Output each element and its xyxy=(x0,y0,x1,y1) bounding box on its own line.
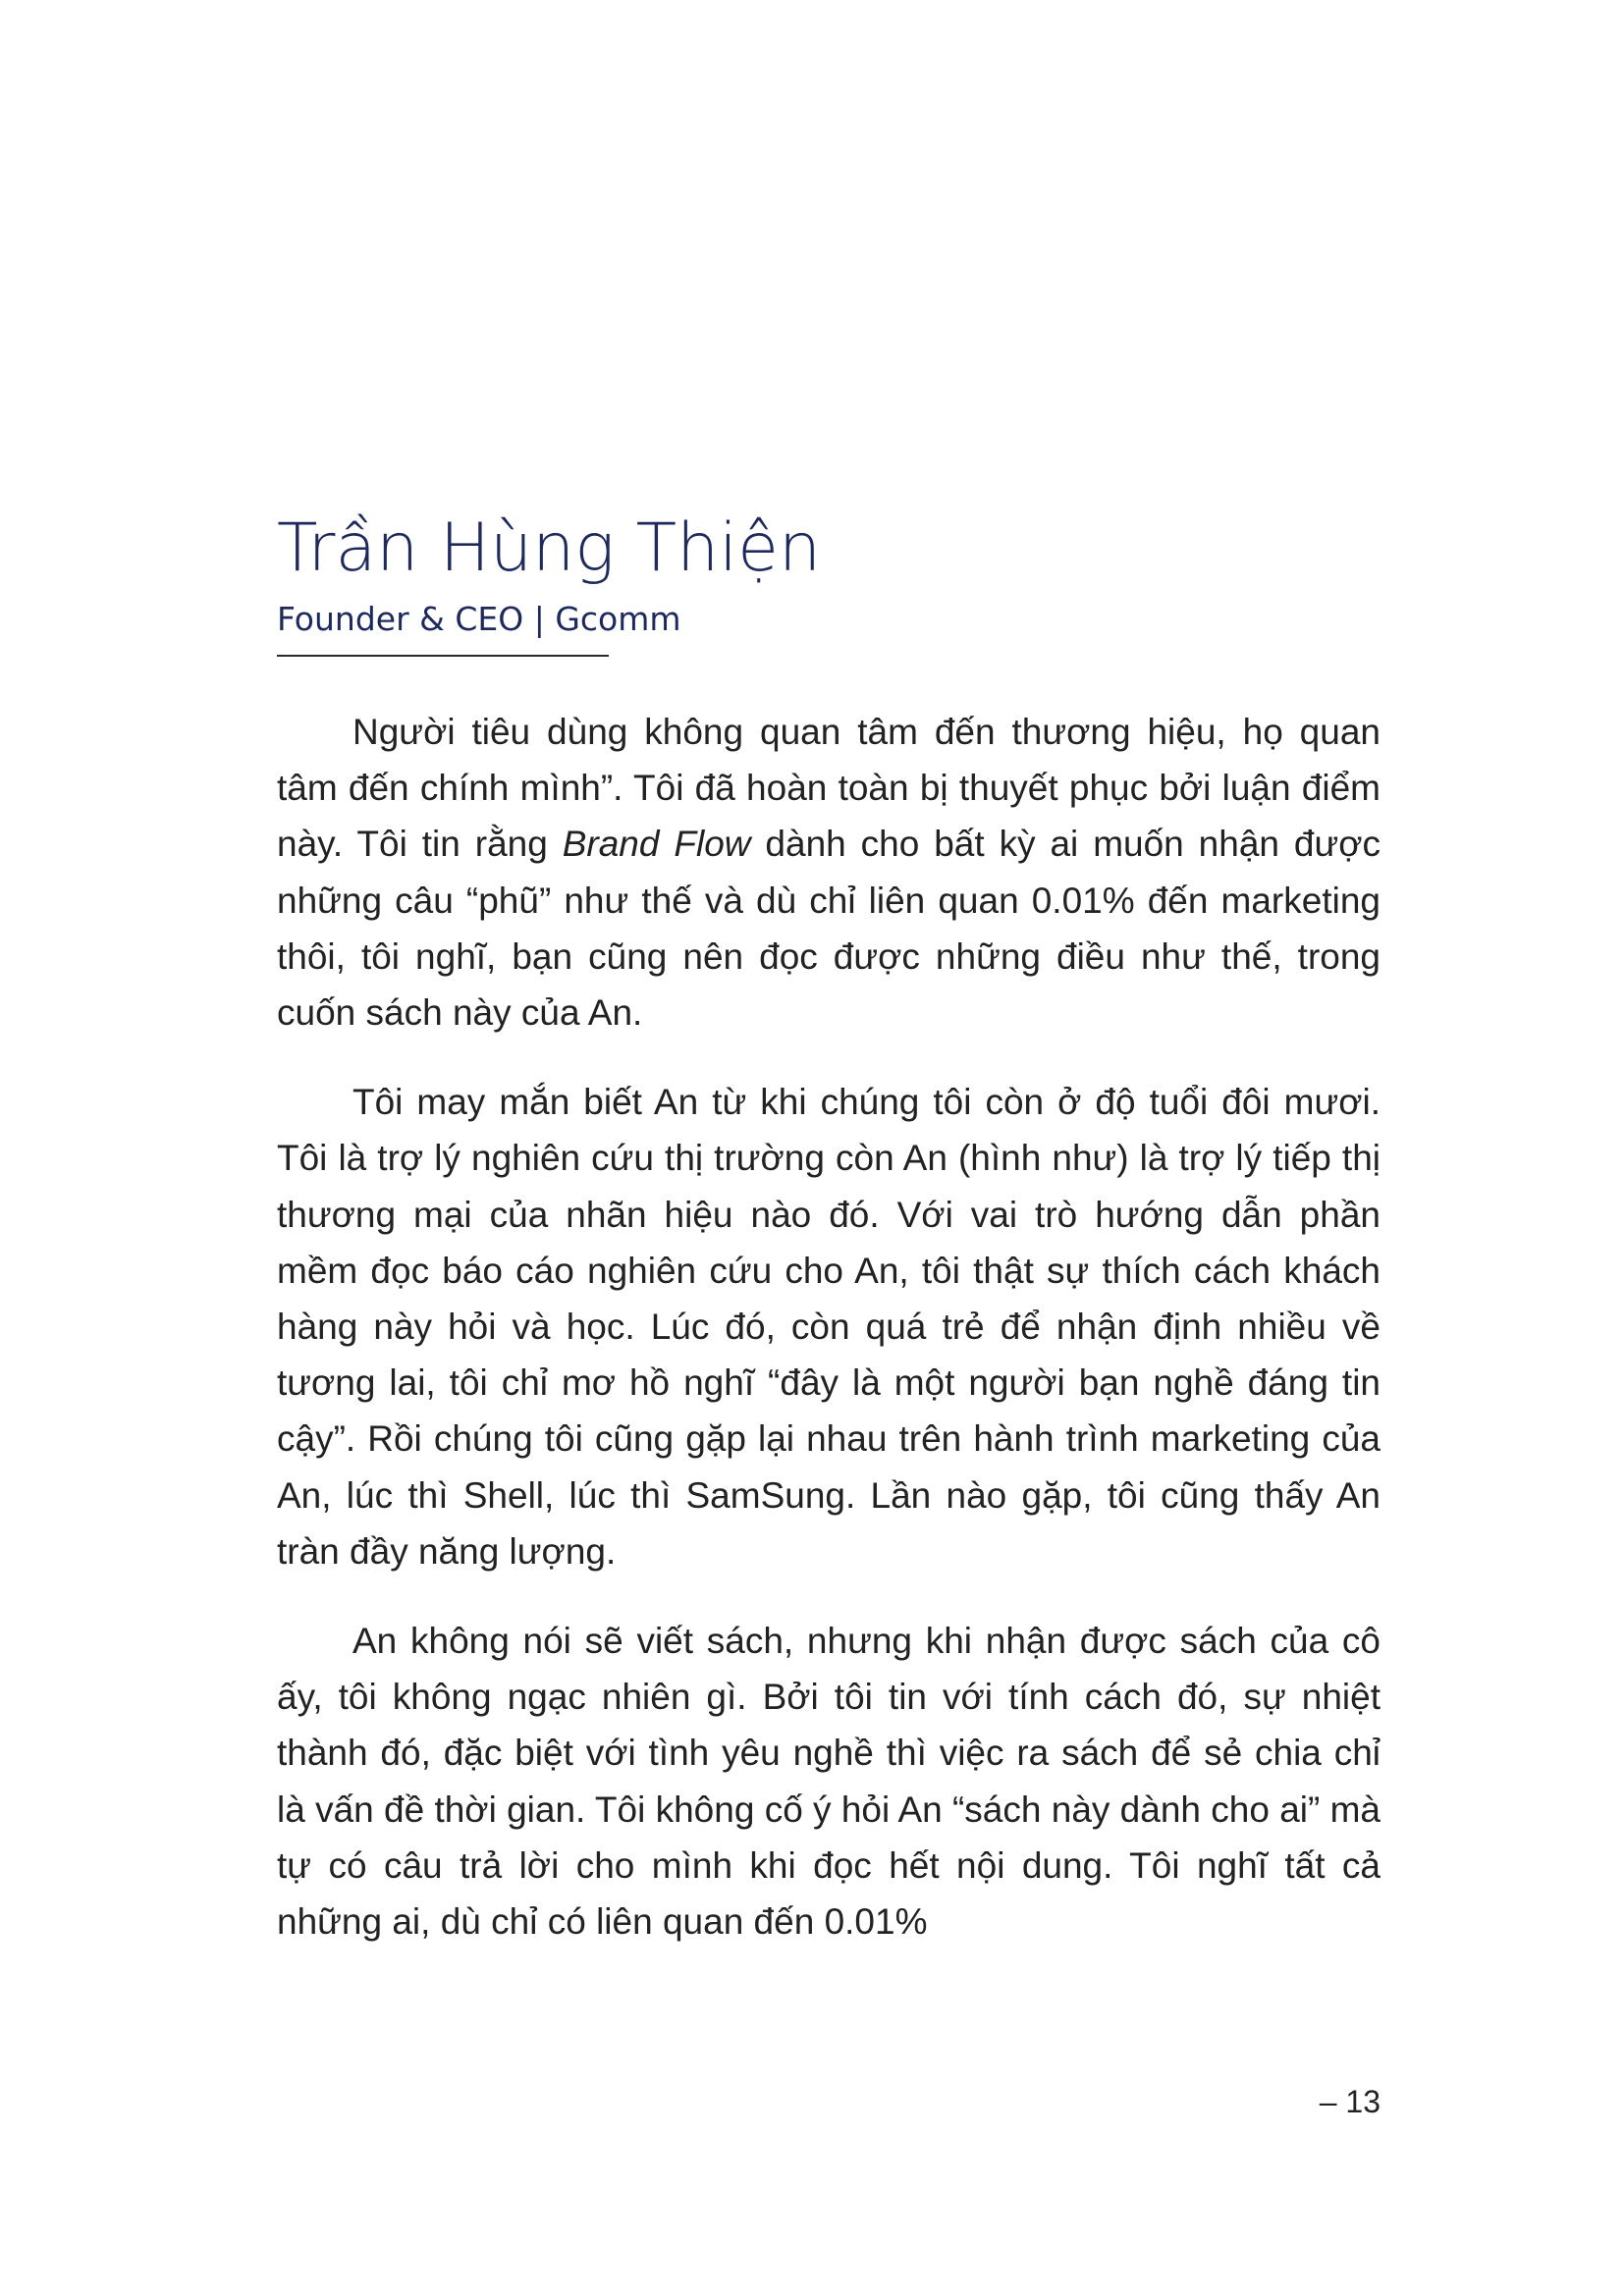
author-name: Trần Hùng Thiện xyxy=(277,509,822,587)
paragraph-1-after: dành cho bất kỳ ai muốn nhận được những câu “phũ” như thế và dù chỉ liên quan 0.01% đến marketing thôi, tôi nghĩ, bạn cũng nên đọc được những điều như thế, trong cuốn sách này của An. xyxy=(277,824,1380,1034)
body-text xyxy=(277,704,1380,1949)
author-role: Founder & CEO | Gcomm xyxy=(277,600,681,638)
paragraph-1 xyxy=(277,704,1380,1041)
paragraph-3: An không nói sẽ viết sách, nhưng khi nhận được sách của cô ấy, tôi không ngạc nhiên gì. Bởi tôi tin với tính cách đó, sự nhiệt thành đó, đặc biệt với tình yêu nghề thì việc ra sách để sẻ chia chỉ là vấn đề thời gian. Tôi không cố ý hỏi An “sách này dành cho ai” mà tự có câu trả lời cho mình khi đọc hết nội dung. Tôi nghĩ tất cả những ai, dù chỉ có liên quan đến 0.01% xyxy=(277,1621,1380,1943)
page-number: – 13 xyxy=(1319,2084,1380,2119)
title-divider xyxy=(277,655,609,657)
book-title-brand-flow: Brand Flow xyxy=(562,824,751,865)
paragraph-1-before: Người tiêu dùng không quan tâm đến thương hiệu, họ quan tâm đến chính mình”. Tôi đã hoàn toàn bị thuyết phục bởi luận điểm này. Tôi tin rằng xyxy=(277,712,1380,865)
paragraph-2: Tôi may mắn biết An từ khi chúng tôi còn ở độ tuổi đôi mươi. Tôi là trợ lý nghiên cứu thị trường còn An (hình như) là trợ lý tiếp thị thương mại của nhãn hiệu nào đó. Với vai trò hướng dẫn phần mềm đọc báo cáo nghiên cứu cho An, tôi thật sự thích cách khách hàng này hỏi và học. Lúc đó, còn quá trẻ để nhận định nhiều về tương lai, tôi chỉ mơ hồ nghĩ “đây là một người bạn nghề đáng tin cậy”. Rồi chúng tôi cũng gặp lại nhau trên hành trình marketing của An, lúc thì Shell, lúc thì SamSung. Lần nào gặp, tôi cũng thấy An tràn đầy năng lượng. xyxy=(277,1082,1380,1572)
